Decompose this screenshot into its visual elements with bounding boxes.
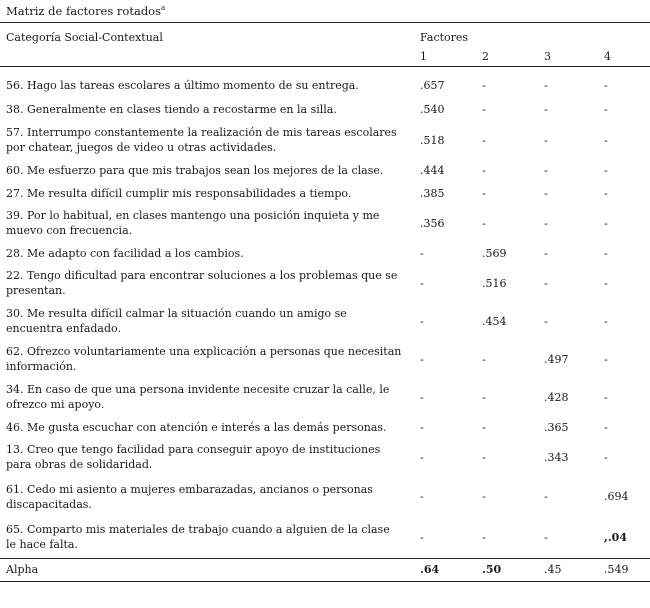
table-row — [0, 476, 650, 517]
loading-value: - — [604, 390, 608, 404]
loading-value: - — [604, 164, 608, 177]
item-text: 27. Me resulta difícil cumplir mis responsabilidades a tiempo. — [6, 186, 352, 200]
loading-value: .497 — [544, 352, 569, 366]
loading-value: - — [604, 450, 608, 464]
item-text: 57. Interrumpo constantemente la realización de mis tareas escolares por chatear, juegos de video u otras actividades. — [6, 126, 397, 154]
loading-value: - — [420, 390, 424, 404]
item-text: 28. Me adapto con facilidad a los cambios. — [6, 246, 244, 260]
loading-value: - — [544, 133, 548, 147]
loading-value: - — [544, 246, 548, 260]
table-row — [0, 340, 650, 378]
factor-number: 2 — [478, 47, 540, 67]
loading-value: .356 — [420, 216, 445, 230]
table-row — [0, 378, 650, 416]
item-text: 39. Por lo habitual, en clases mantengo una posición inquieta y me muevo con frecuencia. — [6, 209, 380, 237]
loading-value: - — [544, 78, 548, 92]
loading-value: - — [482, 390, 486, 404]
loading-value: - — [544, 164, 548, 177]
loading-value: - — [604, 133, 608, 147]
header-spacer — [0, 47, 416, 67]
table-row — [0, 67, 650, 98]
loading-value: - — [482, 490, 486, 503]
table-row — [0, 159, 650, 182]
table-row — [0, 97, 650, 121]
item-text: 38. Generalmente en clases tiendo a recostarme en la silla. — [6, 102, 337, 116]
loading-value: - — [544, 186, 548, 200]
loading-value: ,.04 — [604, 530, 627, 544]
item-text: 65. Comparto mis materiales de trabajo cuando a alguien de la clase le hace falta. — [6, 523, 390, 552]
factores-header: Factores — [420, 30, 469, 44]
loading-value: - — [544, 276, 548, 290]
loading-value: - — [482, 420, 486, 434]
item-text: 46. Me gusta escuchar con atención e interés a las demás personas. — [6, 420, 387, 434]
item-text: 13. Creo que tengo facilidad para conseguir apoyo de instituciones para obras de solidaridad. — [6, 443, 381, 471]
table-row — [0, 242, 650, 264]
loading-value: .518 — [420, 133, 445, 147]
loading-value: - — [604, 420, 608, 434]
alpha-value: .64 — [416, 558, 478, 581]
loading-value: - — [482, 530, 486, 544]
item-text: 22. Tengo dificultad para encontrar soluciones a los problemas que se presentan. — [6, 269, 398, 297]
loading-value: - — [482, 216, 486, 230]
loading-value: - — [420, 246, 424, 260]
loading-value: - — [604, 246, 608, 260]
header-row-1 — [0, 27, 650, 47]
loading-value: - — [604, 186, 608, 200]
item-text: 30. Me resulta difícil calmar la situación cuando un amigo se encuentra enfadado. — [6, 307, 347, 335]
loading-value: .444 — [420, 164, 445, 177]
table-row — [0, 302, 650, 340]
loading-value: - — [544, 102, 548, 116]
table-row — [0, 121, 650, 159]
table-title — [6, 3, 165, 19]
loading-value: .365 — [544, 420, 569, 434]
table-row — [0, 517, 650, 558]
loading-value: - — [604, 352, 608, 366]
factor-number: 4 — [600, 47, 650, 67]
alpha-label: Alpha — [0, 558, 416, 581]
loading-value: - — [482, 133, 486, 147]
loading-value: .454 — [482, 314, 507, 328]
table-row — [0, 438, 650, 476]
table-row — [0, 416, 650, 438]
loading-value: - — [544, 530, 548, 544]
alpha-row — [0, 558, 650, 581]
loading-value: - — [420, 490, 424, 503]
loading-value: - — [544, 216, 548, 230]
factor-number: 1 — [416, 47, 478, 67]
loading-value: - — [420, 530, 424, 544]
alpha-value: .45 — [540, 558, 600, 581]
item-text: 34. En caso de que una persona invidente necesite cruzar la calle, le ofrezco mi apoyo. — [6, 383, 390, 411]
alpha-value: .50 — [478, 558, 540, 581]
loading-value: .657 — [420, 78, 445, 92]
loading-value: - — [604, 276, 608, 290]
loading-value: .385 — [420, 186, 445, 200]
loading-value: - — [604, 216, 608, 230]
loading-value: .428 — [544, 390, 569, 404]
loading-value: - — [482, 164, 486, 177]
loading-value: - — [420, 314, 424, 328]
loading-value: - — [420, 276, 424, 290]
top-rule — [0, 22, 650, 23]
loading-value: - — [420, 352, 424, 366]
loading-value: .694 — [604, 490, 629, 503]
loading-value: - — [544, 314, 548, 328]
table-title-text: Matriz de factores rotados — [6, 4, 162, 18]
table-row — [0, 182, 650, 204]
loading-value: - — [482, 450, 486, 464]
loading-value: - — [604, 78, 608, 92]
loading-value: - — [482, 78, 486, 92]
loading-value: - — [420, 450, 424, 464]
item-text: 61. Cedo mi asiento a mujeres embarazadas, ancianos o personas discapacitadas. — [6, 482, 373, 511]
header-row-2 — [0, 47, 650, 67]
factor-number: 3 — [540, 47, 600, 67]
loading-value: - — [482, 352, 486, 366]
item-text: 62. Ofrezco voluntariamente una explicación a personas que necesitan información. — [6, 345, 402, 373]
alpha-value: .549 — [600, 558, 650, 581]
table-title-footnote-mark: a — [161, 4, 166, 13]
loading-value: .343 — [544, 450, 569, 464]
item-text: 60. Me esfuerzo para que mis trabajos sean los mejores de la clase. — [6, 164, 384, 177]
table-row — [0, 204, 650, 242]
loading-value: - — [604, 102, 608, 116]
factor-table — [0, 27, 650, 582]
loading-value: .540 — [420, 102, 445, 116]
table-row — [0, 264, 650, 302]
loading-value: - — [482, 186, 486, 200]
loading-value: - — [544, 490, 548, 503]
loading-value: - — [420, 420, 424, 434]
loading-value: - — [604, 314, 608, 328]
loading-value: - — [482, 102, 486, 116]
category-header: Categoría Social-Contextual — [6, 30, 163, 44]
item-text: 56. Hago las tareas escolares a último momento de su entrega. — [6, 78, 359, 92]
loading-value: .516 — [482, 276, 507, 290]
loading-value: .569 — [482, 246, 507, 260]
